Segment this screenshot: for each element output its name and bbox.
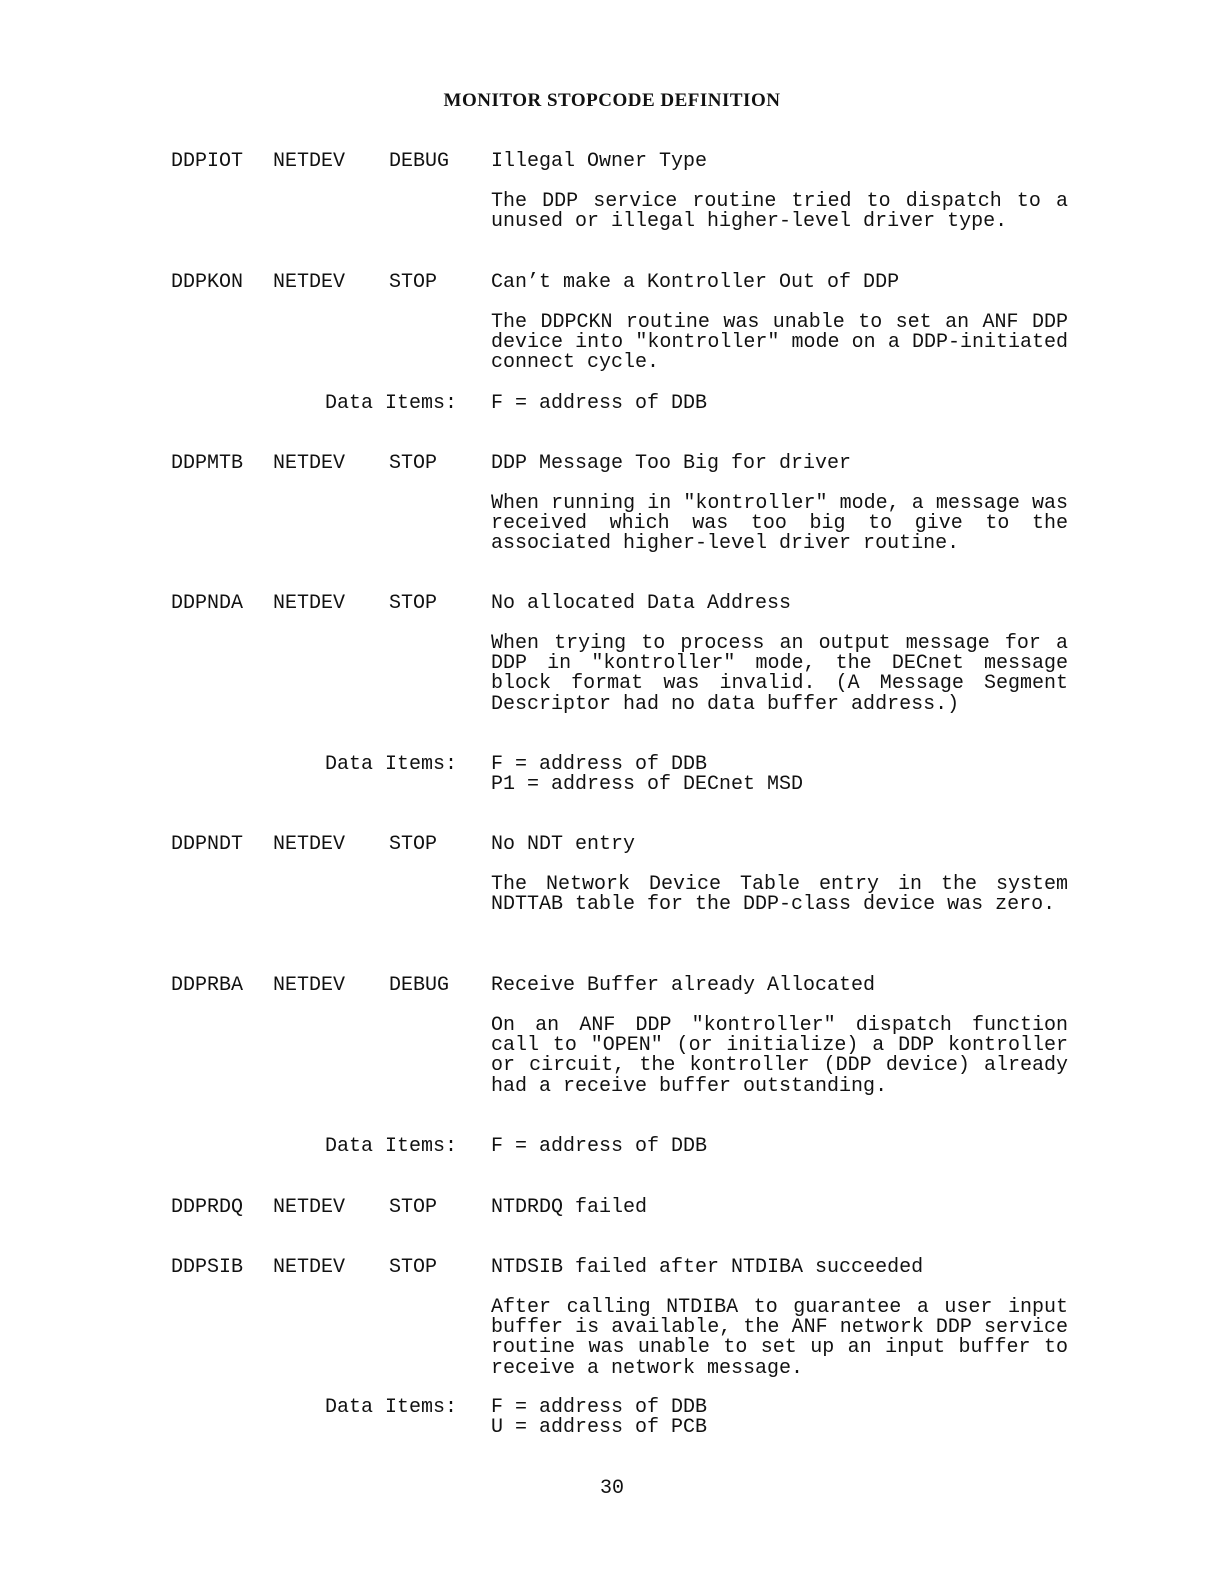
stopcode-heading: Receive Buffer already Allocated xyxy=(491,974,876,997)
stopcode-description: The DDPCKN routine was unable to set an ANF DDP device into "kontroller" mode on a DDP-initiated connect cycle. xyxy=(491,311,1068,375)
stopcode-heading: Can’t make a Kontroller Out of DDP xyxy=(491,271,900,294)
stopcode-heading: No NDT entry xyxy=(491,833,636,856)
page-number: 30 xyxy=(599,1477,624,1500)
data-items-label: Data Items: xyxy=(325,1396,458,1419)
stopcode-type: DEBUG xyxy=(389,974,450,997)
data-items-label: Data Items: xyxy=(325,392,458,415)
stopcode-device: NETDEV xyxy=(273,452,346,475)
stopcode-type: STOP xyxy=(389,452,438,475)
data-items: F = address of DDB P1 = address of DECnet MSD xyxy=(491,753,804,796)
stopcode-type: STOP xyxy=(389,271,438,294)
stopcode-name: DDPIOT xyxy=(171,150,244,173)
stopcode-device: NETDEV xyxy=(273,1256,346,1279)
stopcode-device: NETDEV xyxy=(273,592,346,615)
stopcode-heading: No allocated Data Address xyxy=(491,592,792,615)
stopcode-type: DEBUG xyxy=(389,150,450,173)
stopcode-name: DDPKON xyxy=(171,271,244,294)
data-items: F = address of DDB xyxy=(491,1135,708,1158)
stopcode-heading: NTDSIB failed after NTDIBA succeeded xyxy=(491,1256,924,1279)
stopcode-name: DDPRDQ xyxy=(171,1196,244,1219)
data-items: F = address of DDB xyxy=(491,392,708,415)
stopcode-heading: Illegal Owner Type xyxy=(491,150,708,173)
stopcode-device: NETDEV xyxy=(273,150,346,173)
stopcode-name: DDPSIB xyxy=(171,1256,244,1279)
page-title: MONITOR STOPCODE DEFINITION xyxy=(443,90,781,111)
data-items-label: Data Items: xyxy=(325,753,458,776)
stopcode-name: DDPRBA xyxy=(171,974,244,997)
stopcode-description: The Network Device Table entry in the system NDTTAB table for the DDP-class device was zero. xyxy=(491,873,1068,917)
stopcode-name: DDPMTB xyxy=(171,452,244,475)
stopcode-heading: DDP Message Too Big for driver xyxy=(491,452,852,475)
stopcode-type: STOP xyxy=(389,833,438,856)
stopcode-description: When running in "kontroller" mode, a message was received which was too big to give to the associated higher-level driver routine. xyxy=(491,492,1068,556)
stopcode-description: When trying to process an output message for a DDP in "kontroller" mode, the DECnet message block format was invalid. (A Message Segment Descriptor had no data buffer address.) xyxy=(491,632,1068,716)
stopcode-description: On an ANF DDP "kontroller" dispatch function call to "OPEN" (or initialize) a DDP kontroller or circuit, the kontroller (DDP device) already had a receive buffer outstanding. xyxy=(491,1014,1068,1098)
stopcode-device: NETDEV xyxy=(273,833,346,856)
stopcode-type: STOP xyxy=(389,1196,438,1219)
stopcode-description: The DDP service routine tried to dispatch to a unused or illegal higher-level driver type. xyxy=(491,190,1068,234)
stopcode-type: STOP xyxy=(389,1256,438,1279)
stopcode-type: STOP xyxy=(389,592,438,615)
stopcode-name: DDPNDT xyxy=(171,833,244,856)
stopcode-description: After calling NTDIBA to guarantee a user input buffer is available, the ANF network DDP service routine was unable to set up an input buffer to receive a network message. xyxy=(491,1296,1068,1380)
data-items-label: Data Items: xyxy=(325,1135,458,1158)
stopcode-device: NETDEV xyxy=(273,271,346,294)
stopcode-device: NETDEV xyxy=(273,974,346,997)
data-items: F = address of DDB U = address of PCB xyxy=(491,1396,708,1439)
stopcode-heading: NTDRDQ failed xyxy=(491,1196,648,1219)
stopcode-device: NETDEV xyxy=(273,1196,346,1219)
stopcode-name: DDPNDA xyxy=(171,592,244,615)
